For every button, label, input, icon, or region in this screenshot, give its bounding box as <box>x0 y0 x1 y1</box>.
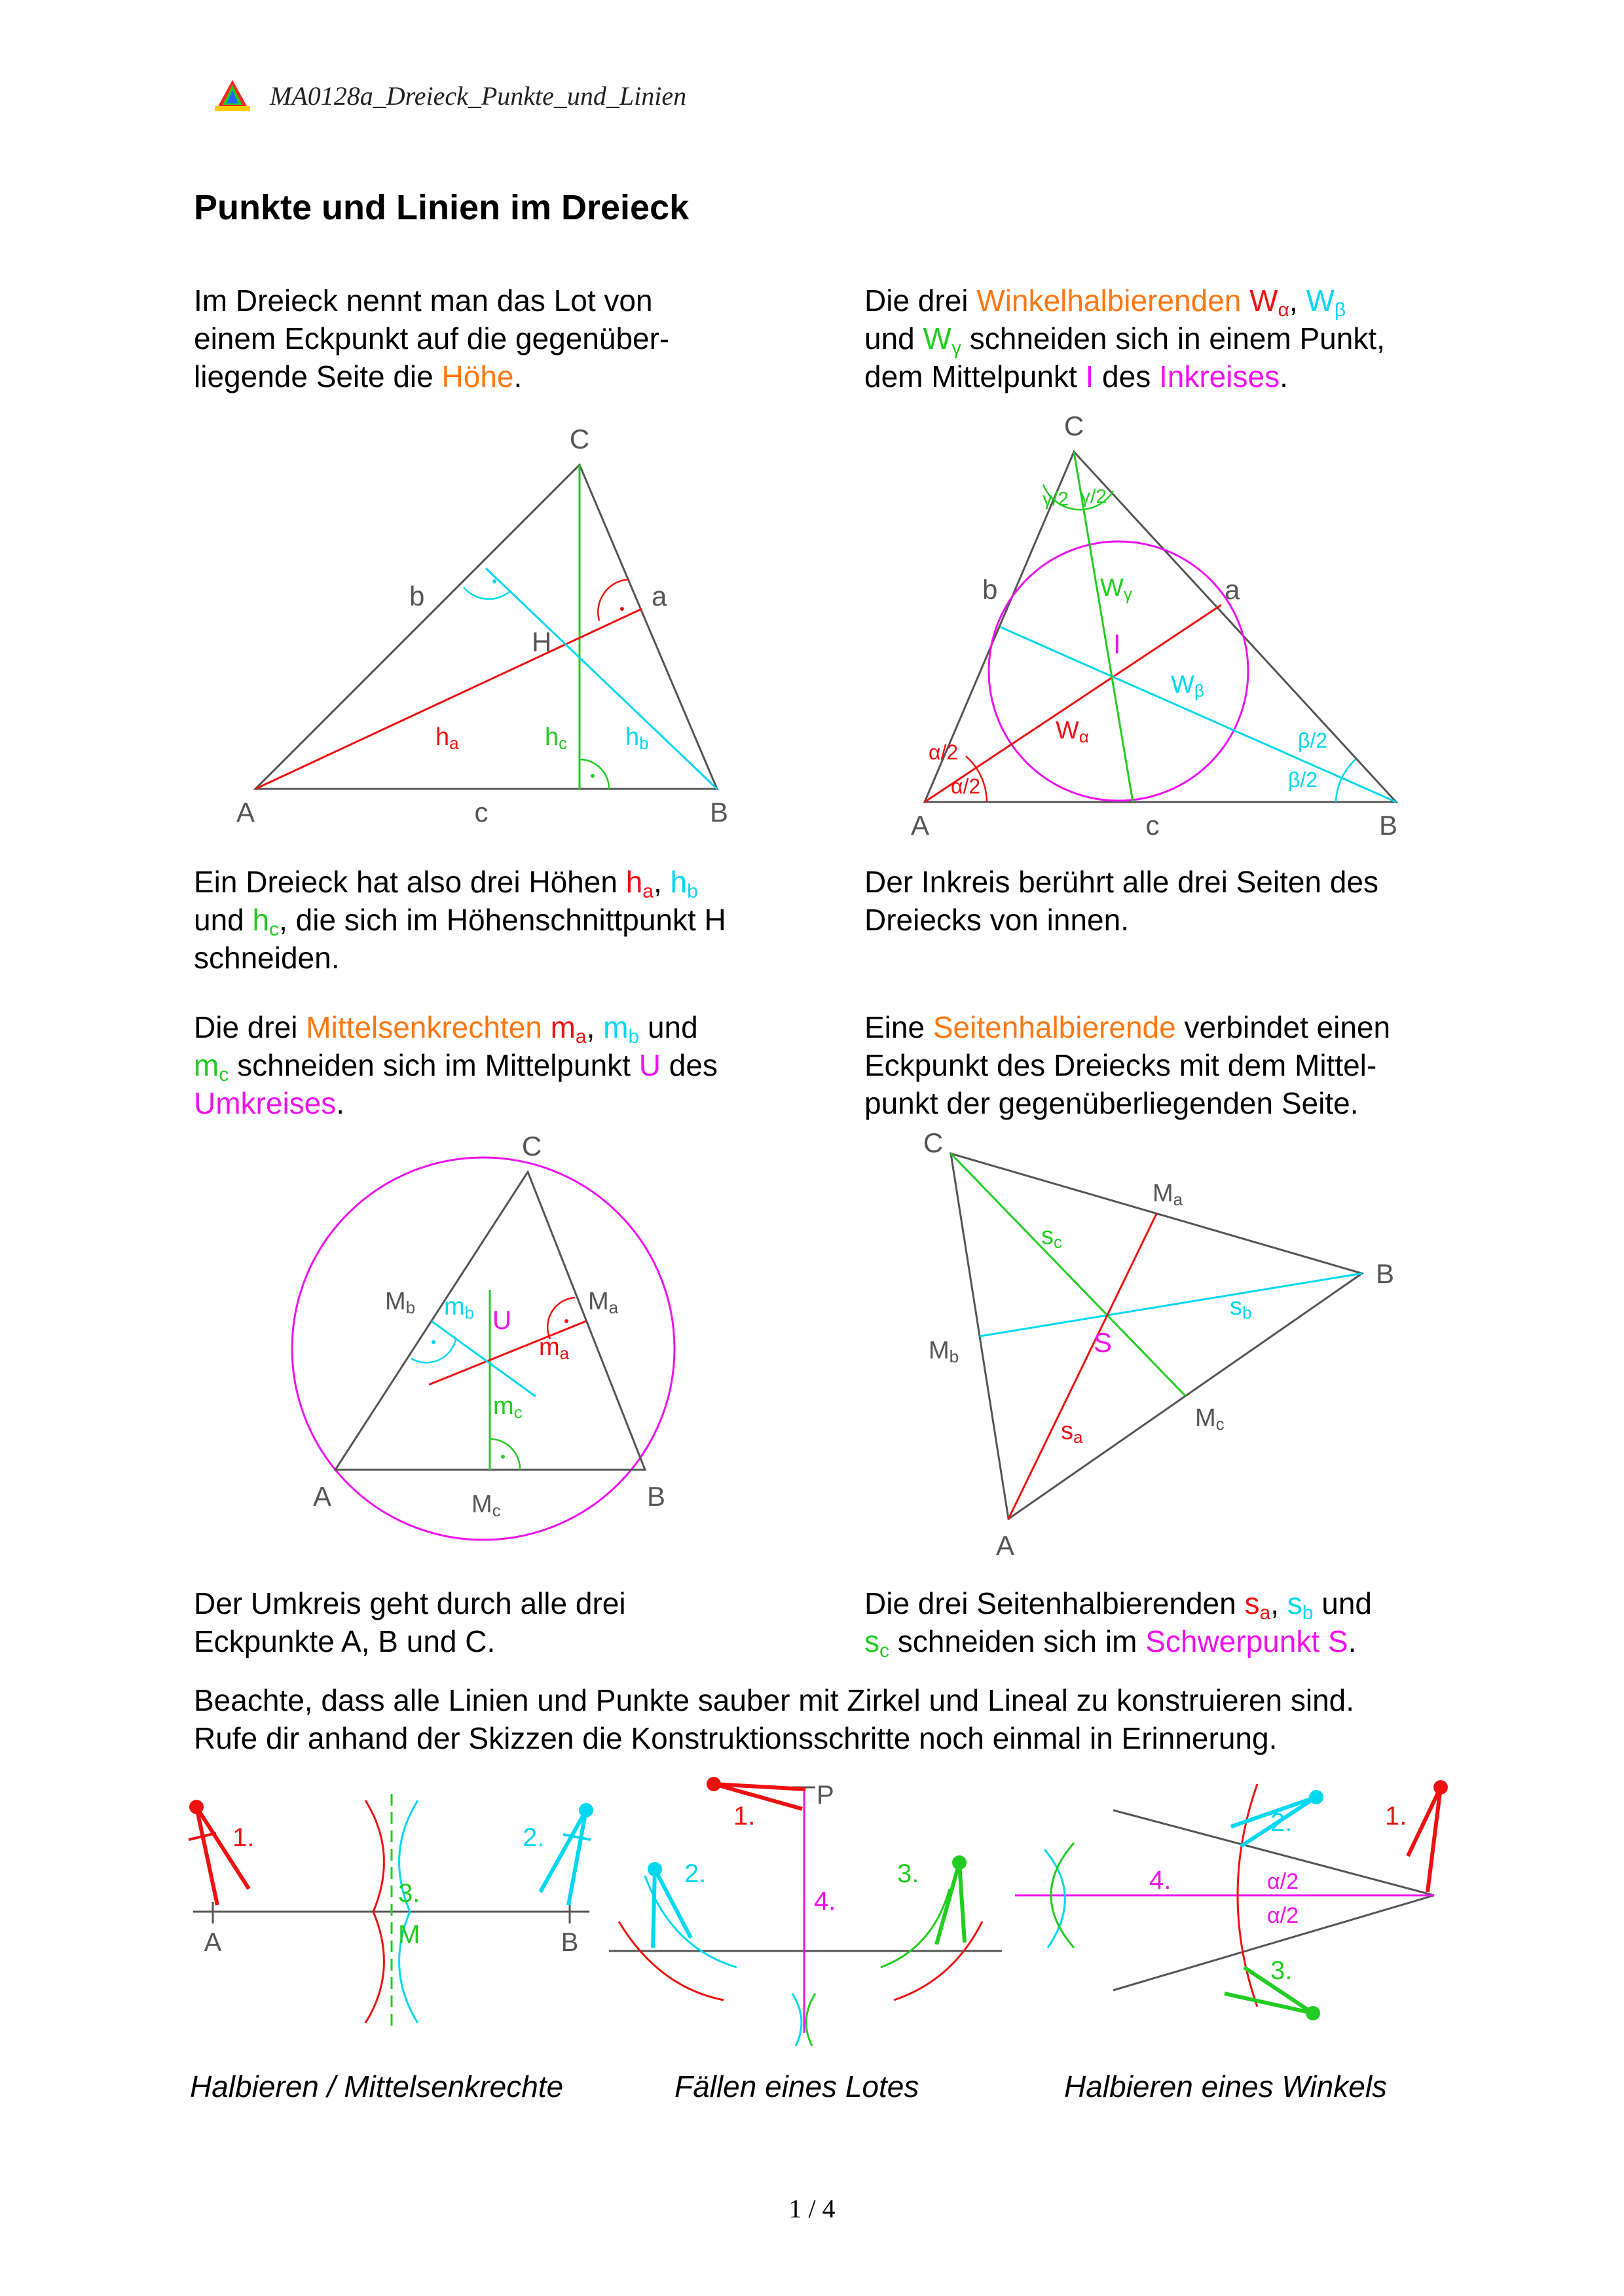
label-hc: hc <box>545 723 568 753</box>
label-U: U <box>492 1306 511 1335</box>
label-M: M <box>398 1920 420 1949</box>
hoehe-hb <box>486 568 717 789</box>
label-Mb: Mb <box>929 1337 959 1366</box>
label-B: B <box>1378 810 1398 841</box>
paragraph-drei-hoehen: Ein Dreieck hat also drei Höhen $h_a$, $h_b$ und $h_c$, die sich im Höhenschnittpunkt H schneiden. <box>194 865 726 975</box>
caption-mittelsenkrechte: Halbieren / Mittelsenkrechte <box>190 2069 564 2104</box>
label-C: C <box>923 1127 944 1158</box>
label-a: a <box>652 581 667 611</box>
step-3: 3. <box>398 1879 420 1908</box>
paragraph-seitenhalbierende: Eine Seitenhalbierende verbindet einen Eckpunkt des Dreiecks mit dem Mittel- punkt der gegenüberliegenden Seite. <box>864 1010 1391 1120</box>
paragraph-winkelhalbierende: Die drei Winkelhalbierenden $W_\alpha$, $W_\beta$ und $W_\gamma$ schneiden sich in einem Punkt, dem Mittelpunkt I des Inkreises. <box>864 283 1385 393</box>
page-title: Punkte und Linien im Dreieck <box>194 188 690 227</box>
label-wa: Wα <box>1056 717 1089 746</box>
step-4: 4. <box>814 1887 836 1916</box>
label-S: S <box>1094 1327 1113 1358</box>
page-number: 1 / 4 <box>788 2194 836 2223</box>
label-g2-left: γ/2 <box>1043 488 1069 510</box>
label-Mc: Mc <box>471 1491 501 1520</box>
step-3: 3. <box>1270 1956 1293 1985</box>
document-id: MA0128a_Dreieck_Punkte_und_Linien <box>270 81 687 111</box>
triangle <box>951 1154 1362 1519</box>
label-C: C <box>521 1131 542 1161</box>
caption-winkel: Halbieren eines Winkels <box>1064 2069 1388 2104</box>
label-wg: Wγ <box>1100 574 1132 604</box>
label-B: B <box>709 797 729 828</box>
compass-icon <box>707 1777 805 1809</box>
label-Ma: Ma <box>588 1288 619 1317</box>
label-sb: sb <box>1230 1293 1252 1322</box>
step-2: 2. <box>684 1859 707 1888</box>
label-ha: ha <box>435 723 459 753</box>
label-P: P <box>817 1781 834 1810</box>
label-a2-upper: α/2 <box>1267 1869 1299 1894</box>
compass-icon <box>936 1855 967 1944</box>
step-3: 3. <box>897 1859 919 1888</box>
label-Mb: Mb <box>385 1288 416 1317</box>
figure-schwerpunkt <box>904 1126 1441 1571</box>
label-c: c <box>1145 810 1160 841</box>
label-b: b <box>982 574 998 605</box>
figure-streckenhalbierung <box>177 1774 609 2056</box>
label-a2-upper: α/2 <box>929 740 959 764</box>
label-C: C <box>569 424 590 454</box>
umkreis <box>292 1157 674 1540</box>
label-wb: Wβ <box>1171 671 1204 701</box>
winkelhalbierende-wa <box>925 605 1221 802</box>
label-a2-lower: α/2 <box>1267 1903 1299 1928</box>
label-mb: mb <box>444 1293 475 1322</box>
label-B: B <box>646 1481 666 1512</box>
paragraph-hinweis: Beachte, dass alle Linien und Punkte sauber mit Zirkel und Lineal zu konstruieren sind. Rufe dir anhand der Skizzen die Konstruktionsschritte noch einmal in Erinnerung. <box>194 1683 1355 1755</box>
logo-icon <box>210 77 255 114</box>
figure-winkelhalbierung <box>1008 1771 1480 2052</box>
label-a2-lower: α/2 <box>951 774 981 798</box>
step-2: 2. <box>1270 1808 1293 1837</box>
label-mc: mc <box>493 1393 523 1422</box>
step-1: 1. <box>733 1802 756 1831</box>
paragraph-umkreis: Der Umkreis geht durch alle drei Eckpunkte A, B und C. <box>194 1586 626 1658</box>
step-1: 1. <box>232 1823 255 1852</box>
winkelhalbierende-wb <box>1001 627 1396 802</box>
label-hb: hb <box>625 723 649 753</box>
label-a: a <box>1225 574 1240 605</box>
label-sa: sa <box>1061 1417 1083 1447</box>
label-B: B <box>1375 1258 1395 1289</box>
paragraph-schwerpunkt: Die drei Seitenhalbierenden $s_a$, $s_b$ und $s_c$ schneiden sich im Schwerpunkt S. <box>864 1586 1372 1662</box>
label-A: A <box>995 1530 1015 1561</box>
label-C: C <box>1063 410 1084 441</box>
paragraph-inkreis: Der Inkreis berührt alle drei Seiten des Dreiecks von innen. <box>864 865 1378 937</box>
step-2: 2. <box>523 1823 545 1852</box>
label-c: c <box>474 797 489 828</box>
label-A: A <box>236 797 255 828</box>
mittelsenkrechte-mb <box>432 1321 536 1396</box>
caption-lot: Fällen eines Lotes <box>674 2069 919 2104</box>
seitenhalbierende-sc <box>951 1154 1185 1396</box>
step-4: 4. <box>1149 1866 1172 1895</box>
figure-hoehen <box>236 419 760 838</box>
step-1: 1. <box>1385 1802 1407 1831</box>
label-Mc: Mc <box>1195 1404 1225 1434</box>
paragraph-mittelsenkrechte: Die drei Mittelsenkrechten $m_a$, $m_b$ und $m_c$ schneiden sich im Mittelpunkt U des Umkreises. <box>194 1010 718 1120</box>
label-b2-lower: β/2 <box>1288 768 1318 792</box>
label-B: B <box>561 1928 579 1957</box>
label-A: A <box>204 1928 222 1957</box>
compass-icon <box>540 1803 593 1905</box>
label-ma: ma <box>539 1334 570 1363</box>
label-I: I <box>1113 629 1121 659</box>
compass-icon <box>189 1800 249 1905</box>
label-H: H <box>532 627 552 657</box>
label-sc: sc <box>1041 1222 1062 1252</box>
label-Ma: Ma <box>1153 1180 1183 1209</box>
seitenhalbierende-sb <box>980 1273 1362 1336</box>
paragraph-hoehe: Im Dreieck nennt man das Lot von einem Eckpunkt auf die gegenüber- liegende Seite die Höhe. <box>194 283 670 393</box>
label-A: A <box>910 810 930 841</box>
label-g2-right: γ/2 <box>1080 486 1107 507</box>
figure-umkreis <box>282 1126 701 1558</box>
label-b: b <box>409 581 425 611</box>
hoehe-ha <box>255 609 642 789</box>
label-b2-upper: β/2 <box>1298 729 1328 752</box>
figure-inkreis <box>904 406 1441 851</box>
page-header <box>210 77 686 114</box>
figure-lot <box>606 1771 1012 2052</box>
label-A: A <box>312 1481 332 1512</box>
seitenhalbierende-sa <box>1008 1214 1156 1519</box>
compass-icon <box>1408 1780 1448 1892</box>
